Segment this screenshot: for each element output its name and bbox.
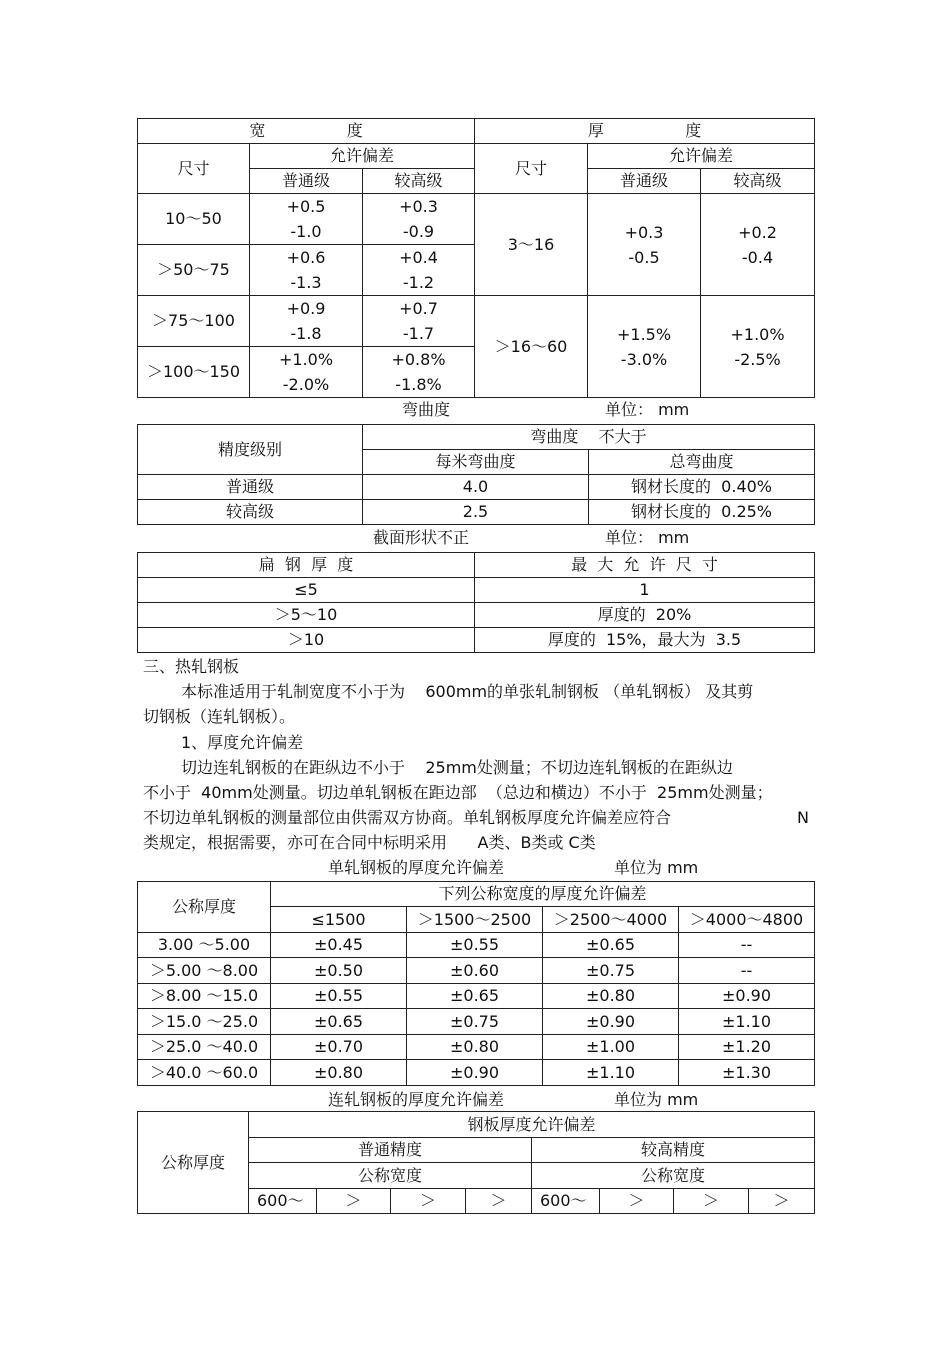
width-cell: ＞ bbox=[600, 1189, 674, 1214]
table-cell: ±0.80 bbox=[407, 1035, 543, 1060]
col-size: 尺寸 bbox=[138, 144, 250, 194]
col-total: 总弯曲度 bbox=[589, 450, 815, 475]
width-normal: +1.0% -2.0% bbox=[250, 347, 363, 398]
caption-title: 弯曲度 bbox=[402, 400, 451, 419]
width-cell: 600～ bbox=[532, 1189, 600, 1214]
table-cell: ±0.65 bbox=[543, 933, 679, 958]
caption-unit: 单位为 mm bbox=[614, 1090, 699, 1109]
width-high: +0.7 -1.7 bbox=[363, 296, 475, 347]
col-grade: 精度级别 bbox=[138, 425, 363, 475]
width-normal: +0.6 -1.3 bbox=[250, 245, 363, 296]
cont-caption bbox=[137, 1087, 814, 1112]
width-range: ＞2500～4000 bbox=[543, 907, 679, 933]
caption-title: 连轧钢板的厚度允许偏差 bbox=[328, 1090, 505, 1109]
table-cell: ±0.70 bbox=[271, 1035, 407, 1060]
col-high: 较高级 bbox=[701, 169, 815, 194]
table-cell: -- bbox=[679, 933, 815, 958]
col-nominal: 公称厚度 bbox=[138, 882, 271, 933]
paragraph-line: 切钢板（连轧钢板）。 bbox=[143, 707, 296, 726]
width-cell: ＞ bbox=[749, 1189, 815, 1214]
table-cell: ±0.80 bbox=[271, 1060, 407, 1086]
single-rolled-table bbox=[137, 881, 815, 1086]
section-caption bbox=[137, 525, 814, 550]
max: 1 bbox=[475, 578, 815, 603]
heading-hot-rolled: 三、热轧钢板 bbox=[143, 657, 240, 676]
width-cell: ＞ bbox=[391, 1189, 466, 1214]
table-cell: ±0.65 bbox=[407, 984, 543, 1009]
width-label: 公称宽度 bbox=[249, 1163, 532, 1189]
col-tolerance: 允许偏差 bbox=[250, 144, 475, 169]
thickness-normal: +0.3 -0.5 bbox=[588, 194, 701, 296]
paragraph-line: 不切边单轧钢板的测量部位由供需双方协商。单轧钢板厚度允许偏差应符合 bbox=[143, 808, 672, 827]
width-normal: +0.5 -1.0 bbox=[250, 194, 363, 245]
col-bend: 弯曲度 不大于 bbox=[363, 425, 815, 450]
width-size: ＞75～100 bbox=[138, 296, 250, 347]
width-size: ＞100～150 bbox=[138, 347, 250, 398]
high-precision: 较高精度 bbox=[532, 1138, 815, 1163]
per-meter: 4.0 bbox=[363, 475, 589, 500]
caption-unit: 单位： mm bbox=[605, 528, 690, 547]
table-cell: ±1.00 bbox=[543, 1035, 679, 1060]
table-cell: ±0.75 bbox=[407, 1009, 543, 1035]
max: 厚度的 20% bbox=[475, 603, 815, 628]
caption-unit: 单位为 mm bbox=[614, 858, 699, 877]
caption-title: 单轧钢板的厚度允许偏差 bbox=[328, 858, 505, 877]
table-cell: ±0.75 bbox=[543, 958, 679, 984]
thickness: ＞10 bbox=[138, 628, 475, 653]
grade: 较高级 bbox=[138, 500, 363, 525]
col-max: 最 大 允 许 尺 寸 bbox=[475, 553, 815, 578]
max: 厚度的 15%，最大为 3.5 bbox=[475, 628, 815, 653]
nominal-thickness: ＞15.0 ～25.0 bbox=[138, 1009, 271, 1035]
width-cell: ＞ bbox=[317, 1189, 391, 1214]
width-range: ≤1500 bbox=[271, 907, 407, 933]
col-normal: 普通级 bbox=[250, 169, 363, 194]
thickness-high: +1.0% -2.5% bbox=[701, 296, 815, 398]
bend-table bbox=[137, 424, 815, 525]
table-cell: ±0.60 bbox=[407, 958, 543, 984]
grade: 普通级 bbox=[138, 475, 363, 500]
table-cell: ±0.90 bbox=[679, 984, 815, 1009]
paragraph-line: 切边连轧钢板的在距纵边不小于 25mm处测量；不切边连轧钢板的在距纵边 bbox=[181, 758, 733, 777]
width-label: 公称宽度 bbox=[532, 1163, 815, 1189]
width-thickness-table bbox=[137, 118, 815, 398]
col-high: 较高级 bbox=[363, 169, 475, 194]
caption-title: 截面形状不正 bbox=[373, 528, 470, 547]
col-size: 尺寸 bbox=[475, 144, 588, 194]
table-cell: ±0.80 bbox=[543, 984, 679, 1009]
col-thickness: 扁 钢 厚 度 bbox=[138, 553, 475, 578]
paragraph-line: 类规定，根据需要，亦可在合同中标明采用 A类、B类或 C类 bbox=[143, 833, 596, 852]
bend-caption bbox=[137, 397, 814, 422]
nominal-thickness: ＞40.0 ～60.0 bbox=[138, 1060, 271, 1086]
nominal-thickness: ＞8.00 ～15.0 bbox=[138, 984, 271, 1009]
width-high: +0.8% -1.8% bbox=[363, 347, 475, 398]
col-tolerance: 允许偏差 bbox=[588, 144, 815, 169]
width-cell: 600～ bbox=[249, 1189, 317, 1214]
width-size: ＞50～75 bbox=[138, 245, 250, 296]
table-cell: ±0.55 bbox=[271, 984, 407, 1009]
table-cell: ±0.90 bbox=[543, 1009, 679, 1035]
col-per-meter: 每米弯曲度 bbox=[363, 450, 589, 475]
table-cell: ±0.45 bbox=[271, 933, 407, 958]
table-cell: ±1.30 bbox=[679, 1060, 815, 1086]
table-cell: ±0.65 bbox=[271, 1009, 407, 1035]
nominal-thickness: ＞25.0 ～40.0 bbox=[138, 1035, 271, 1060]
total: 钢材长度的 0.25% bbox=[589, 500, 815, 525]
table-cell: ±1.20 bbox=[679, 1035, 815, 1060]
thickness: ≤5 bbox=[138, 578, 475, 603]
total: 钢材长度的 0.40% bbox=[589, 475, 815, 500]
width-size: 10～50 bbox=[138, 194, 250, 245]
paragraph-line: 不小于 40mm处测量。切边单轧钢板在距边部 （总边和横边）不小于 25mm处测量； bbox=[143, 783, 773, 802]
nominal-thickness: ＞5.00 ～8.00 bbox=[138, 958, 271, 984]
nominal-thickness: 3.00 ～5.00 bbox=[138, 933, 271, 958]
cont-rolled-table bbox=[137, 1111, 815, 1214]
table-cell: ±1.10 bbox=[679, 1009, 815, 1035]
section-table bbox=[137, 552, 815, 653]
paragraph-line-end: N bbox=[797, 808, 809, 827]
paragraph-line: 本标准适用于轧制宽度不小于为 600mm的单张轧制钢板 （单轧钢板） 及其剪 bbox=[181, 682, 754, 701]
width-range: ＞4000～4800 bbox=[679, 907, 815, 933]
caption-unit: 单位： mm bbox=[605, 400, 690, 419]
subheading: 1、厚度允许偏差 bbox=[181, 733, 304, 752]
thickness-normal: +1.5% -3.0% bbox=[588, 296, 701, 398]
thickness-high: +0.2 -0.4 bbox=[701, 194, 815, 296]
normal-precision: 普通精度 bbox=[249, 1138, 532, 1163]
header-thickness: 厚 度 bbox=[475, 119, 815, 144]
width-range: ＞1500～2500 bbox=[407, 907, 543, 933]
thickness: ＞5～10 bbox=[138, 603, 475, 628]
width-cell: ＞ bbox=[674, 1189, 749, 1214]
per-meter: 2.5 bbox=[363, 500, 589, 525]
header-width: 宽 度 bbox=[138, 119, 475, 144]
col-normal: 普通级 bbox=[588, 169, 701, 194]
single-caption bbox=[137, 855, 814, 880]
thickness-size: ＞16～60 bbox=[475, 296, 588, 398]
width-normal: +0.9 -1.8 bbox=[250, 296, 363, 347]
width-cell: ＞ bbox=[466, 1189, 532, 1214]
col-header: 钢板厚度允许偏差 bbox=[249, 1112, 815, 1138]
thickness-size: 3～16 bbox=[475, 194, 588, 296]
col-header: 下列公称宽度的厚度允许偏差 bbox=[271, 882, 815, 907]
table-cell: ±0.50 bbox=[271, 958, 407, 984]
table-cell: -- bbox=[679, 958, 815, 984]
table-cell: ±1.10 bbox=[543, 1060, 679, 1086]
table-cell: ±0.55 bbox=[407, 933, 543, 958]
table-cell: ±0.90 bbox=[407, 1060, 543, 1086]
width-high: +0.3 -0.9 bbox=[363, 194, 475, 245]
width-high: +0.4 -1.2 bbox=[363, 245, 475, 296]
col-nominal: 公称厚度 bbox=[138, 1112, 249, 1214]
